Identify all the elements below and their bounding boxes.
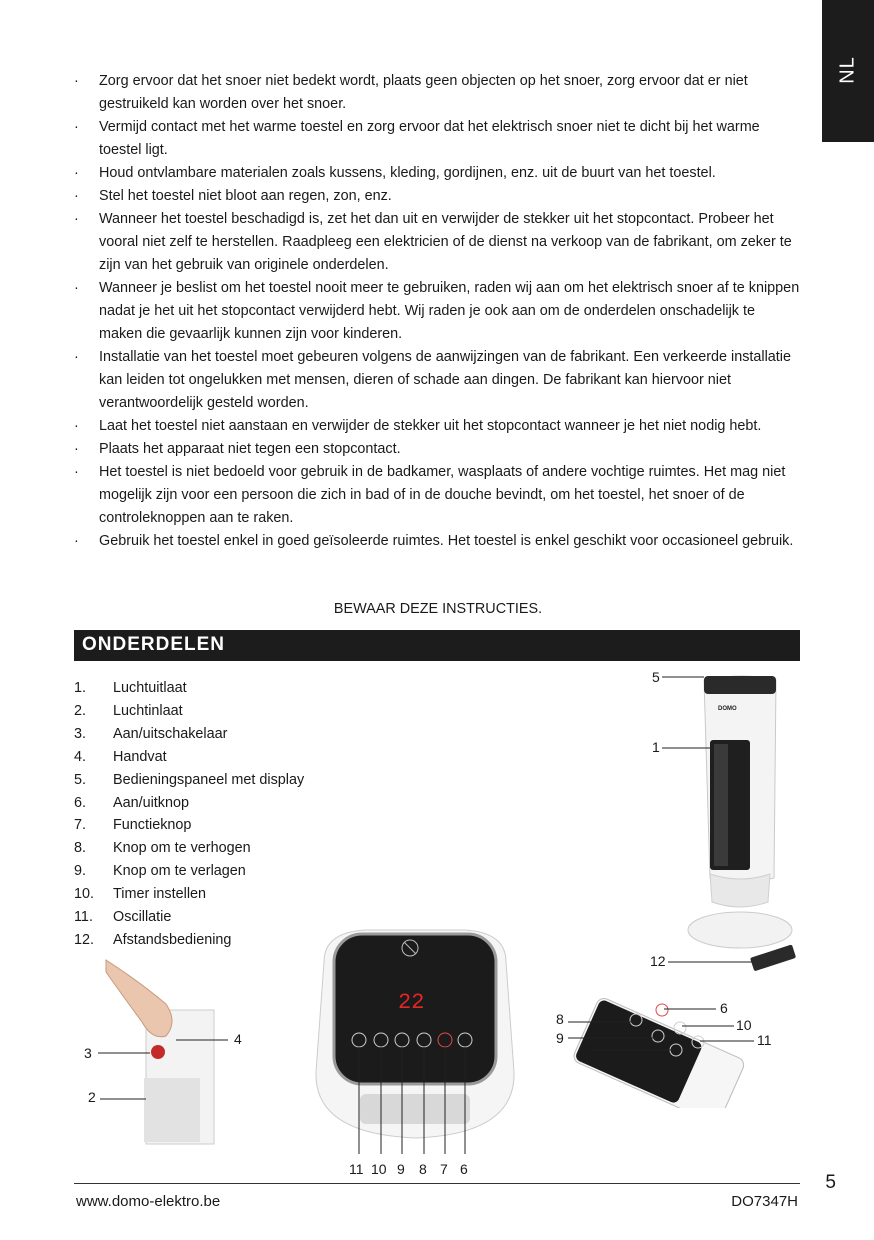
list-item	[74, 837, 304, 860]
label-3: 3	[84, 1045, 92, 1061]
part-number: 5.	[74, 771, 87, 788]
control-panel	[704, 676, 776, 694]
hand	[106, 960, 172, 1037]
label-6: 6	[460, 1161, 468, 1177]
list-item	[74, 814, 304, 837]
label-2: 2	[88, 1089, 96, 1105]
safety-list	[74, 70, 802, 553]
part-number: 8.	[74, 840, 87, 857]
footer-divider	[74, 1183, 800, 1184]
page-number: 5	[825, 1172, 836, 1193]
list-item: · Plaats het apparaat niet tegen een stopcontact.	[74, 438, 802, 461]
list-item	[74, 929, 304, 952]
air-inlet-grill	[144, 1078, 200, 1142]
label-5: 5	[652, 669, 660, 685]
part-number: 4.	[74, 748, 87, 765]
part-label: Luchtinlaat	[113, 702, 183, 719]
part-number: 12.	[74, 931, 95, 948]
part-number: 9.	[74, 863, 87, 880]
section-header	[74, 630, 800, 661]
list-item: · Wanneer het toestel beschadigd is, zet het dan uit en verwijder de stekker uit het stopcontact. Probeer het vooral niet zelf te herstellen. Raadpleeg een elektricien of de dienst na verkoop van de fabrikant, om zeker te zijn van het gebruik van originele onderdelen.	[74, 208, 802, 277]
label-1: 1	[652, 739, 660, 755]
list-item: · Wanneer je beslist om het toestel nooit meer te gebruiken, raden wij aan om het elektrisch snoer af te knippen nadat je het uit het stopcontact verwijderd hebt. Wij raden je ook aan om de onderdelen onschadelijk te maken die gevaarlijk kunnen zijn voor kinderen.	[74, 277, 802, 346]
list-item: · Laat het toestel niet aanstaan en verwijder de stekker uit het stopcontact wanneer je het niet nodig hebt.	[74, 415, 802, 438]
part-number: 3.	[74, 725, 87, 742]
part-number: 10.	[74, 886, 95, 903]
model-number: DO7347H	[731, 1193, 798, 1210]
list-item	[74, 860, 304, 883]
power-switch	[151, 1045, 165, 1059]
list-item	[74, 792, 304, 815]
part-label: Bedieningspaneel met display	[113, 771, 305, 788]
part-number: 7.	[74, 817, 87, 834]
keep-instructions: BEWAAR DEZE INSTRUCTIES.	[333, 601, 543, 617]
part-label: Afstandsbediening	[113, 931, 232, 948]
remote-label-9: 9	[556, 1030, 564, 1046]
part-label: Luchtuitlaat	[113, 680, 187, 696]
list-item	[74, 700, 304, 723]
part-number: 2.	[74, 702, 87, 719]
remote-label-10: 10	[736, 1017, 752, 1033]
website-link[interactable]: www.domo-elektro.be	[76, 1193, 221, 1210]
part-label: Functieknop	[113, 817, 192, 834]
language-tab	[822, 0, 874, 142]
part-number: 11.	[74, 909, 93, 926]
label-12: 12	[650, 953, 666, 969]
side-view-illustration	[80, 952, 260, 1147]
part-label: Knop om te verlagen	[113, 863, 246, 880]
label-11: 11	[349, 1161, 364, 1177]
label-4: 4	[234, 1031, 242, 1047]
list-item	[74, 723, 304, 746]
heater-base	[688, 912, 792, 948]
list-item: · Zorg ervoor dat het snoer niet bedekt wordt, plaats geen objecten op het snoer, zorg ervoor dat er niet gestruikeld kan worden over het snoer.	[74, 70, 802, 116]
outlet-grill	[714, 744, 728, 866]
language-tab-label: NL	[836, 56, 859, 84]
remote-label-11: 11	[757, 1032, 772, 1048]
list-item	[74, 906, 304, 929]
label-10: 10	[371, 1161, 387, 1177]
remote-label-6: 6	[720, 1000, 728, 1016]
remote-label-7: 7	[584, 1043, 592, 1059]
part-number: 1.	[74, 680, 87, 696]
part-number: 6.	[74, 794, 87, 811]
list-item: · Het toestel is niet bedoeld voor gebruik in de badkamer, wasplaats of andere vochtige ruimtes. Het mag niet mogelijk zijn voor een persoon die zich in bad of in de douche bevindt, om het toestel, het snoer of de controleknoppen aan te raken.	[74, 461, 802, 530]
front-grill	[360, 1094, 470, 1124]
list-item: · Gebruik het toestel enkel in goed geïsoleerde ruimtes. Het toestel is enkel geschikt voor occasioneel gebruik.	[74, 530, 802, 553]
remote-illustration	[552, 990, 784, 1108]
tower-heater-illustration	[640, 662, 810, 982]
control-panel-illustration	[306, 922, 524, 1182]
label-8: 8	[419, 1161, 427, 1177]
list-item: · Houd ontvlambare materialen zoals kussens, kleding, gordijnen, enz. uit de buurt van het toestel.	[74, 162, 802, 185]
part-label: Handvat	[113, 748, 167, 765]
label-7: 7	[440, 1161, 448, 1177]
part-label: Knop om te verhogen	[113, 840, 251, 857]
part-label: Timer instellen	[113, 886, 207, 903]
list-item	[74, 746, 304, 769]
section-title: ONDERDELEN	[82, 634, 226, 655]
remote-small	[750, 944, 796, 971]
heater-neck	[710, 874, 770, 907]
list-item	[74, 883, 304, 906]
list-item: · Installatie van het toestel moet gebeuren volgens de aanwijzingen van de fabrikant. Een verkeerde installatie kan leiden tot ongelukken met mensen, dieren of schade aan dingen. De fabrikant kan hiervoor niet verantwoordelijk gesteld worden.	[74, 346, 802, 415]
part-label: Aan/uitschakelaar	[113, 725, 228, 742]
brand-logo: DOMO	[718, 706, 737, 712]
remote-label-8: 8	[556, 1011, 564, 1027]
remote-power-icon	[656, 1004, 668, 1016]
list-item	[74, 677, 304, 700]
list-item: · Stel het toestel niet bloot aan regen, zon, enz.	[74, 185, 802, 208]
part-label: Oscillatie	[113, 909, 172, 926]
list-item: · Vermijd contact met het warme toestel en zorg ervoor dat het elektrisch snoer niet te dicht bij het warme toestel ligt.	[74, 116, 802, 162]
parts-list	[74, 677, 304, 952]
part-label: Aan/uitknop	[113, 794, 190, 811]
label-9: 9	[397, 1161, 405, 1177]
temperature-display: 22	[398, 990, 425, 1015]
list-item	[74, 769, 304, 792]
